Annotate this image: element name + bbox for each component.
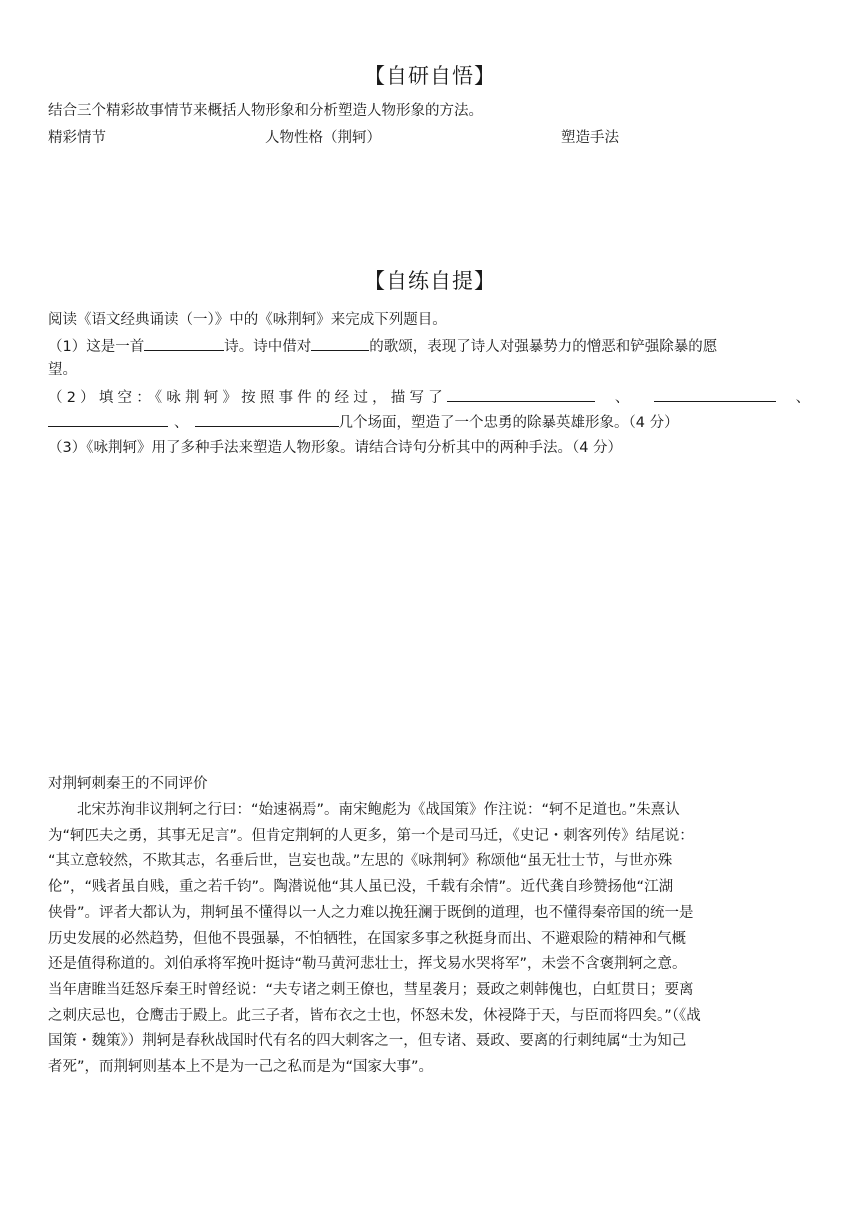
passage-line: “其立意较然，不欺其志，名垂后世，岂妄也哉。”左思的《咏荆轲》称颂他“虽无壮士节，与世亦殊	[48, 853, 673, 870]
question-1-continued: 望。	[48, 362, 77, 378]
column-header-character: 人物性格（荆轲）	[265, 130, 381, 146]
passage-line: 国策・魏策》）荆轲是春秋战国时代有名的四大刺客之一，但专诸、聂政、要离的行刺纯属“士为知己	[48, 1033, 687, 1050]
answer-blank-poem-type[interactable]	[144, 333, 224, 351]
passage-line: 伦”，“贱者虽自贱，重之若千钧”。陶潜说他“其人虽已没，千载有余情”。近代龚自珍赞扬他“江湖	[48, 879, 674, 896]
column-header-technique: 塑造手法	[561, 130, 619, 146]
section-heading-self-study: 【自研自悟】	[364, 64, 496, 88]
question-3: （3）《咏荆轲》用了多种手法来塑造人物形象。请结合诗句分析其中的两种手法。（4 分）	[48, 440, 623, 456]
instruction-text: 结合三个精彩故事情节来概括人物形象和分析塑造人物形象的方法。	[48, 103, 483, 119]
passage-line: 当年唐睢当廷怒斥秦王时曾经说：“夫专诸之刺王僚也，彗星袭月；聂政之刺韩傀也，白虹贯日；要离	[48, 981, 694, 998]
answer-blank-scene-2[interactable]	[654, 384, 776, 402]
column-header-plot: 精彩情节	[48, 130, 106, 146]
question-1-part-b: 诗。诗中借对	[224, 339, 312, 355]
passage-line: 历史发展的必然趋势，但他不畏强暴，不怕牺牲，在国家多事之秋挺身而出、不避艰险的精神和气概	[48, 930, 686, 947]
answer-blank-scene-1[interactable]	[447, 384, 595, 402]
practice-intro: 阅读《语文经典诵读（一）》中的《咏荆轲》来完成下列题目。	[48, 312, 447, 328]
separator: 、	[174, 415, 189, 431]
question-1-part-a: （1）这是一首	[48, 339, 145, 355]
passage-line: 之刺庆忌也，仓鹰击于殿上。此三子者，皆布衣之士也，怀怒未发，休祲降于天，与臣而将四矣。”（《战	[48, 1007, 701, 1024]
passage-line: 为“轲匹夫之勇，其事无足言”。但肯定荆轲的人更多，第一个是司马迁，《史记・刺客列传》结尾说：	[48, 827, 694, 844]
answer-blank-praised-person[interactable]	[311, 333, 369, 351]
question-2-part-b: 几个场面，塑造了一个忠勇的除暴英雄形象。（4 分）	[338, 415, 679, 431]
section-heading-practice: 【自练自提】	[364, 269, 496, 293]
answer-blank-scene-3[interactable]	[48, 409, 168, 427]
question-1	[48, 333, 814, 360]
question-2-part-a: （2）填空：《咏荆轲》按照事件的经过，描写了	[48, 390, 447, 406]
answer-blank-scene-4[interactable]	[195, 409, 339, 427]
reading-passage	[48, 798, 814, 1081]
question-2-line-1	[48, 384, 814, 411]
question-1-part-c: 的歌颂，表现了诗人对强暴势力的憎恶和铲强除暴的愿	[369, 339, 718, 355]
reading-title: 对荆轲刺秦王的不同评价	[48, 776, 208, 792]
separator: 、	[614, 390, 634, 406]
table-header-row	[48, 126, 814, 151]
separator: 、	[795, 390, 815, 406]
passage-line: 侠骨”。评者大都认为，荆轲虽不懂得以一人之力难以挽狂澜于既倒的道理，也不懂得秦帝国的统一是	[48, 904, 694, 921]
passage-line: 者死”，而荆轲则基本上不是为一己之私而是为“国家大事”。	[48, 1059, 434, 1076]
question-2-line-2	[48, 409, 814, 436]
passage-line: 还是值得称道的。刘伯承将军挽叶挺诗“勒马黄河悲壮士，挥戈易水哭将军”，未尝不含褒荆轲之意。	[48, 956, 687, 973]
passage-line: 北宋苏洵非议荆轲之行曰：“始速祸焉”。南宋鲍彪为《战国策》作注说：“轲不足道也。”朱熹认	[77, 802, 680, 818]
